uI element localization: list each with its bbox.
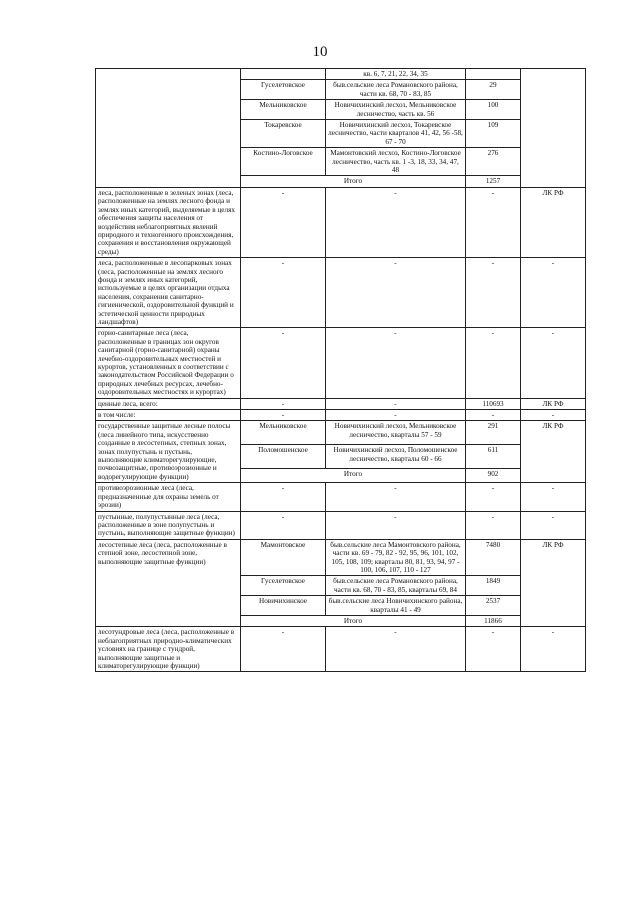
location-cell: -	[241, 511, 326, 539]
location-cell: -	[241, 258, 326, 328]
category-cell: леса, расположенные в лесопарковых зонах (леса, расположенные на землях лесного фонда и землях иных категорий, используемые в целях организации отдыха населения, сохранения санитарно-гигиенической, оздоровительной функций и эстетической ценности природных ландшафтов)	[96, 258, 241, 328]
area-cell: 11866	[466, 615, 521, 626]
area-cell: 29	[466, 80, 521, 100]
category-cell: в том числе:	[96, 410, 241, 421]
location-cell: Поломошенское	[241, 445, 326, 469]
basis-cell: -	[521, 627, 586, 672]
description-cell: Новичихинский лесхоз, Мельниковское лесничество, часть кв. 56	[326, 100, 466, 120]
description-cell: -	[326, 398, 466, 409]
area-cell: 291	[466, 421, 521, 445]
area-cell: 110693	[466, 398, 521, 409]
basis-cell: -	[521, 328, 586, 398]
location-cell: -	[241, 398, 326, 409]
area-cell: -	[466, 258, 521, 328]
basis-cell	[521, 69, 586, 188]
location-cell: -	[241, 328, 326, 398]
page-number: 10	[312, 44, 328, 60]
category-cell: леса, расположенные в зеленых зонах (леса, расположенные на землях лесного фонда и землях иных категорий, выделяемые в целях обеспечения защиты населения от воздействия неблагоприятных явлений природного и техногенного происхождения, сохранения и восстановления окружающей среды)	[96, 187, 241, 257]
description-cell: -	[326, 328, 466, 398]
category-cell: горно-санитарные леса (леса, расположенные в границах зон округов санитарной (горно-санитарной) охраны лечебно-оздоровительных местностей и курортов, установленных в соответствии с законодательством Российской Федерации о природных лечебных ресурсах, лечебно-оздоровительных местностях и курортах)	[96, 328, 241, 398]
total-label-cell: Итого	[241, 176, 466, 187]
location-cell: Гуселетовское	[241, 80, 326, 100]
location-cell: -	[241, 627, 326, 672]
location-cell: Токаревское	[241, 120, 326, 148]
table-row	[96, 410, 586, 421]
area-cell: 1849	[466, 576, 521, 596]
category-cell: лесостепные леса (леса, расположенные в степной зоне, лесостепной зоне, выполняющие защитные функции)	[96, 539, 241, 627]
location-cell: Костино-Логовское	[241, 148, 326, 176]
location-cell: Гуселетовское	[241, 576, 326, 596]
category-cell: противоэрозионные леса (леса, предназначенные для охраны земель от эрозии)	[96, 483, 241, 511]
protective-forests-table	[95, 68, 586, 672]
total-label-cell: Итого	[241, 469, 466, 483]
area-cell: -	[466, 328, 521, 398]
description-cell: быв.сельские леса Новичихинского района, кварталы 41 - 49	[326, 596, 466, 616]
location-cell: Мельниковское	[241, 421, 326, 445]
location-cell: -	[241, 483, 326, 511]
area-cell: 276	[466, 148, 521, 176]
location-cell	[241, 69, 326, 80]
basis-cell: -	[521, 410, 586, 421]
basis-cell: -	[521, 511, 586, 539]
table-row	[96, 421, 586, 445]
table-row	[96, 627, 586, 672]
area-cell: -	[466, 410, 521, 421]
area-cell: -	[466, 627, 521, 672]
location-cell: Мамонтовское	[241, 539, 326, 576]
area-cell: 1257	[466, 176, 521, 187]
table-row	[96, 258, 586, 328]
description-cell: Новичихинский лесхоз, Токаревское лесничество, части кварталов 41, 42, 56 -58, 67 - 70	[326, 120, 466, 148]
area-cell: 109	[466, 120, 521, 148]
area-cell: 902	[466, 469, 521, 483]
area-cell	[466, 69, 521, 80]
description-cell: -	[326, 258, 466, 328]
description-cell: -	[326, 410, 466, 421]
description-cell: кв. 6, 7, 21, 22, 34, 35	[326, 69, 466, 80]
location-cell: Мельниковское	[241, 100, 326, 120]
description-cell: быв.сельские леса Мамонтовского района, части кв. 69 - 79, 82 - 92, 95, 96, 101, 102, 105, 108, 109; кварталы 80, 81, 93, 94, 97 - 100, 106, 107, 110 - 127	[326, 539, 466, 576]
description-cell: -	[326, 511, 466, 539]
description-cell: Новичихинский лесхоз, Поломошенское лесничество, кварталы 60 - 66	[326, 445, 466, 469]
area-cell: 2537	[466, 596, 521, 616]
basis-cell: ЛК РФ	[521, 398, 586, 409]
category-cell	[96, 69, 241, 188]
basis-cell: -	[521, 258, 586, 328]
description-cell: Мамонтовский лесхоз, Костино-Логовское лесничество, часть кв. 1 -3, 18, 33, 34, 47, 48	[326, 148, 466, 176]
area-cell: -	[466, 511, 521, 539]
area-cell: -	[466, 483, 521, 511]
area-cell: -	[466, 187, 521, 257]
location-cell: -	[241, 187, 326, 257]
description-cell: быв.сельские леса Романовского района, части кв. 68, 70 - 83, 85, кварталы 69, 84	[326, 576, 466, 596]
table-row	[96, 539, 586, 576]
description-cell: Новичихинский лесхоз, Мельниковское лесничество, кварталы 57 - 59	[326, 421, 466, 445]
table-row	[96, 187, 586, 257]
area-cell: 7480	[466, 539, 521, 576]
table-row	[96, 483, 586, 511]
basis-cell: ЛК РФ	[521, 187, 586, 257]
description-cell: -	[326, 627, 466, 672]
category-cell: ценные леса, всего:	[96, 398, 241, 409]
description-cell: -	[326, 483, 466, 511]
category-cell: государственные защитные лесные полосы (леса линейного типа, искусственно созданные в лесостепных, степных зонах, зонах полупустынь и пустынь, выполняющие климаторегулирующие, почвозащитные, противоэрозионные и водорегулирующие функции)	[96, 421, 241, 483]
description-cell: быв.сельские леса Романовского района, части кв. 68, 70 - 83, 85	[326, 80, 466, 100]
area-cell: 611	[466, 445, 521, 469]
area-cell: 100	[466, 100, 521, 120]
location-cell: Новичихинское	[241, 596, 326, 616]
description-cell: -	[326, 187, 466, 257]
total-label-cell: Итого	[241, 615, 466, 626]
location-cell: -	[241, 410, 326, 421]
category-cell: лесотундровые леса (леса, расположенные в неблагоприятных природно-климатических условиях на границе с тундрой, выполняющие защитные и климаторегулирующие функции)	[96, 627, 241, 672]
category-cell: пустынные, полупустынные леса (леса, расположенные в зоне полупустынь и пустынь, выполняющие защитные функции)	[96, 511, 241, 539]
basis-cell: ЛК РФ	[521, 539, 586, 627]
table-row	[96, 398, 586, 409]
basis-cell: -	[521, 483, 586, 511]
basis-cell: ЛК РФ	[521, 421, 586, 483]
table-row	[96, 511, 586, 539]
table-row	[96, 69, 586, 80]
table-row	[96, 328, 586, 398]
